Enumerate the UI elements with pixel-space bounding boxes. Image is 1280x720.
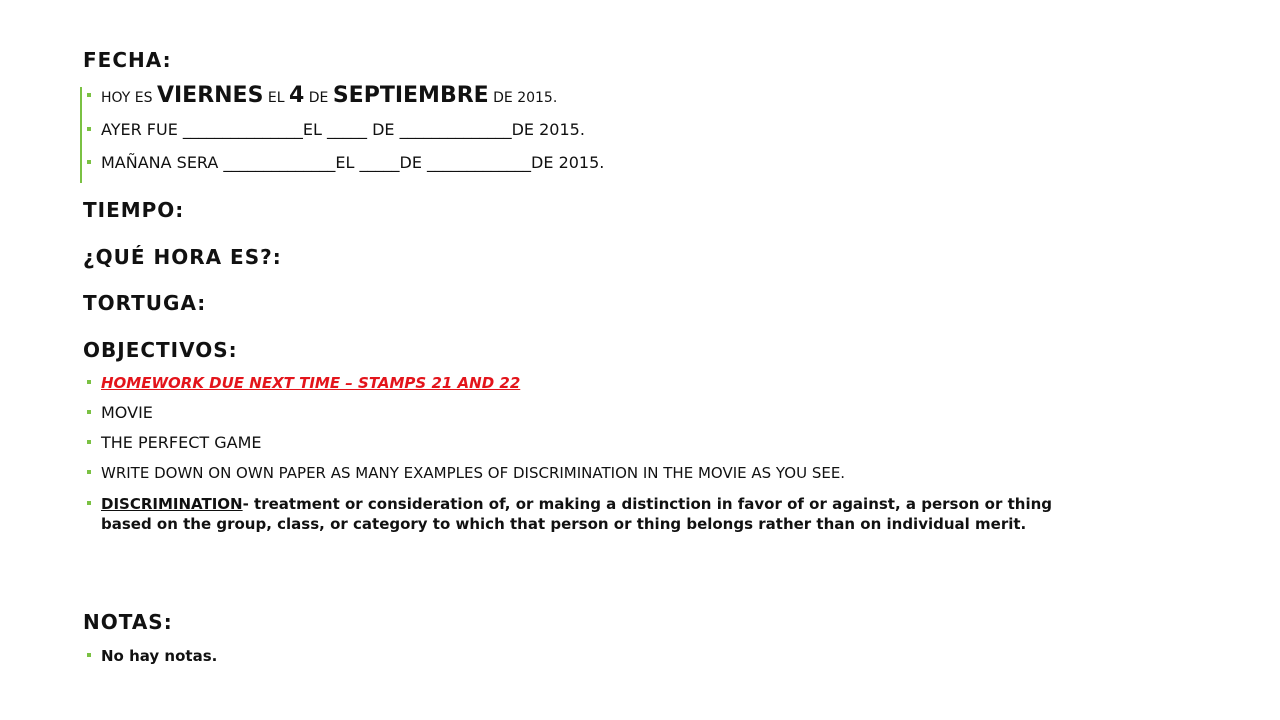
manana-sera-text: MAÑANA SERA ______________EL _____DE _____________DE 2015. bbox=[101, 153, 605, 172]
hora-heading: ¿QUÉ HORA ES?: bbox=[83, 245, 282, 269]
accent-bar bbox=[80, 87, 82, 183]
fecha-line-ayer bbox=[87, 120, 1127, 140]
nota-text: No hay notas. bbox=[101, 647, 218, 665]
homework-link[interactable]: HOMEWORK DUE NEXT TIME – STAMPS 21 AND 22 bbox=[101, 374, 521, 392]
bullet-icon bbox=[87, 653, 91, 657]
bullet-icon bbox=[87, 93, 91, 97]
objective-item bbox=[87, 373, 1127, 393]
bullet-icon bbox=[87, 501, 91, 505]
nota-item bbox=[87, 646, 1127, 666]
bullet-icon bbox=[87, 440, 91, 444]
objective-text: WRITE DOWN ON OWN PAPER AS MANY EXAMPLES OF DISCRIMINATION IN THE MOVIE AS YOU SEE. bbox=[101, 464, 846, 482]
year-text: DE 2015. bbox=[488, 90, 558, 106]
bullet-icon bbox=[87, 410, 91, 414]
ayer-fue-text: AYER FUE _______________EL _____ DE ______________DE 2015. bbox=[101, 120, 585, 139]
bullet-icon bbox=[87, 160, 91, 164]
objective-text: THE PERFECT GAME bbox=[101, 433, 262, 452]
tiempo-heading: TIEMPO: bbox=[83, 198, 185, 222]
fecha-line-manana bbox=[87, 153, 1127, 173]
month-name: SEPTIEMBRE bbox=[332, 83, 489, 108]
tortuga-heading: TORTUGA: bbox=[83, 291, 207, 315]
el-text: EL bbox=[263, 90, 289, 106]
objective-text: MOVIE bbox=[101, 403, 153, 422]
definition-term: DISCRIMINATION bbox=[101, 495, 243, 513]
objective-item bbox=[87, 403, 1127, 423]
bullet-icon bbox=[87, 470, 91, 474]
fecha-line-hoy bbox=[87, 83, 1127, 108]
de-text: DE bbox=[304, 90, 333, 106]
day-number: 4 bbox=[288, 83, 305, 108]
definition-body: - treatment or consideration of, or making a distinction in favor of or against, a person or thing based on the group, class, or category to which that person or thing belongs rather than on individual merit. bbox=[101, 495, 1053, 533]
definition-item bbox=[87, 494, 1087, 534]
fecha-heading: FECHA: bbox=[83, 48, 172, 72]
day-name: VIERNES bbox=[156, 83, 264, 108]
notas-heading: NOTAS: bbox=[83, 610, 173, 634]
bullet-icon bbox=[87, 380, 91, 384]
hoy-es-text: HOY ES bbox=[101, 90, 157, 106]
objective-item bbox=[87, 463, 1127, 483]
objectivos-heading: OBJECTIVOS: bbox=[83, 338, 238, 362]
objective-item bbox=[87, 433, 1127, 453]
bullet-icon bbox=[87, 127, 91, 131]
